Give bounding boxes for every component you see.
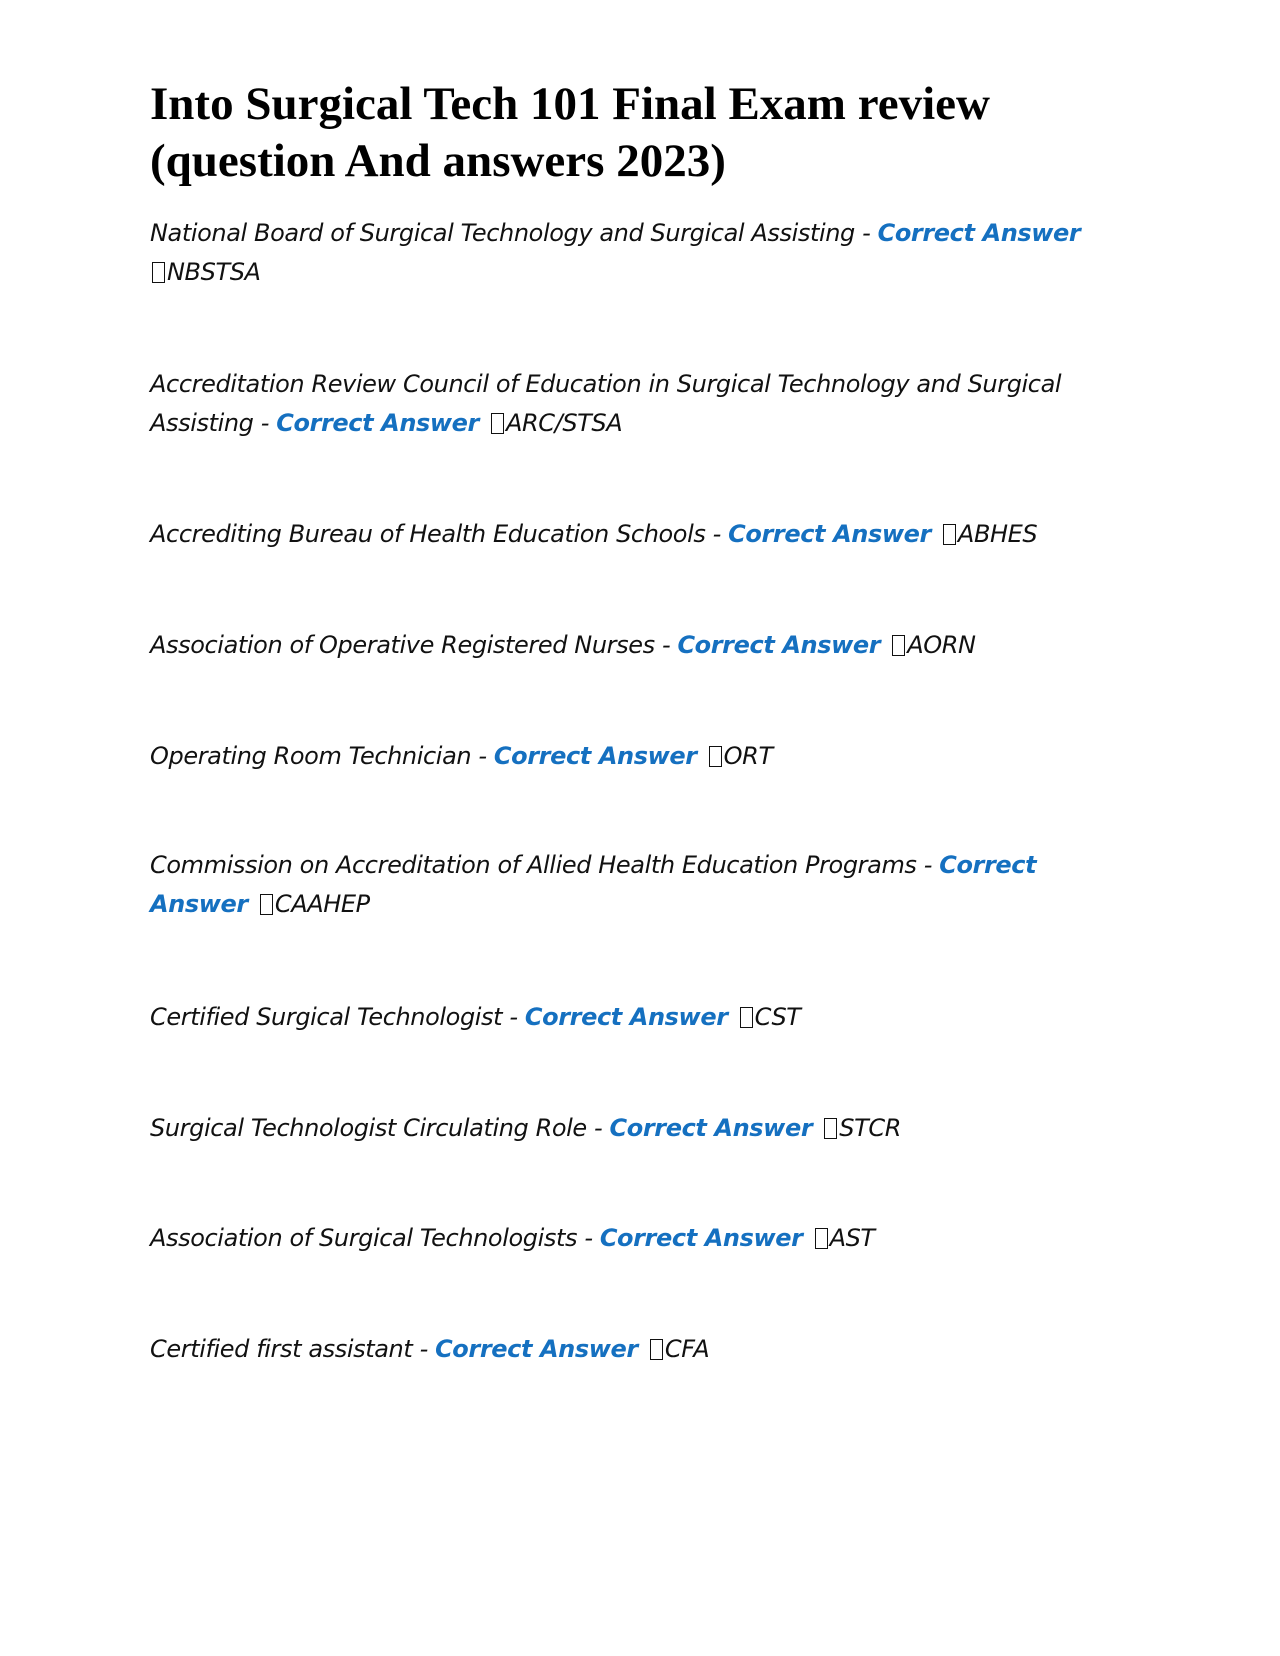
square-glyph-icon: [943, 524, 956, 545]
separator: -: [705, 520, 729, 548]
correct-answer-label: Correct Answer: [599, 1224, 803, 1252]
answer-text: ARC/STSA: [506, 409, 623, 437]
question-text: Accreditation Review Council of Education in Surgical Technology and Surgical Assisting: [150, 370, 1062, 437]
question-text: Surgical Technologist Circulating Role: [150, 1114, 587, 1142]
separator: -: [654, 631, 678, 659]
qa-item-9: [150, 1219, 1090, 1258]
question-text: Accrediting Bureau of Health Education Schools: [150, 520, 706, 548]
square-glyph-icon: [491, 413, 504, 434]
separator: -: [412, 1335, 436, 1363]
question-text: Certified first assistant: [150, 1335, 413, 1363]
question-text: Operating Room Technician: [150, 742, 472, 770]
answer-text: AORN: [907, 631, 976, 659]
answer-text: CAAHEP: [274, 890, 370, 918]
answer-text: STCR: [839, 1114, 901, 1142]
question-text: Association of Surgical Technologists: [150, 1224, 578, 1252]
answer-text: CFA: [664, 1335, 710, 1363]
square-glyph-icon: [892, 635, 905, 656]
separator: -: [586, 1114, 610, 1142]
square-glyph-icon: [815, 1228, 828, 1249]
qa-item-4: [150, 626, 1090, 665]
answer-text: NBSTSA: [167, 258, 261, 286]
separator: -: [916, 851, 940, 879]
correct-answer-label: Correct Answer: [435, 1335, 638, 1363]
answer-text: ORT: [723, 742, 773, 770]
correct-answer-label: Correct Answer: [150, 851, 1037, 918]
square-glyph-icon: [824, 1118, 837, 1139]
qa-item-3: [150, 515, 1090, 554]
correct-answer-label: Correct Answer: [877, 219, 1081, 247]
correct-answer-label: Correct Answer: [677, 631, 881, 659]
separator: -: [471, 742, 494, 770]
correct-answer-label: Correct Answer: [493, 742, 697, 770]
separator: -: [577, 1224, 600, 1252]
square-glyph-icon: [709, 746, 722, 767]
qa-item-7: [150, 998, 1090, 1037]
correct-answer-label: Correct Answer: [728, 520, 931, 548]
square-glyph-icon: [740, 1007, 753, 1028]
square-glyph-icon: [650, 1339, 663, 1360]
answer-text: AST: [829, 1224, 875, 1252]
question-text: Certified Surgical Technologist: [150, 1003, 503, 1031]
correct-answer-label: Correct Answer: [609, 1114, 813, 1142]
qa-item-10: [150, 1330, 1090, 1369]
qa-item-6: [150, 846, 1090, 924]
separator: -: [502, 1003, 525, 1031]
separator: -: [253, 409, 277, 437]
answer-text: ABHES: [957, 520, 1038, 548]
qa-item-8: [150, 1109, 1090, 1148]
qa-item-5: [150, 737, 1090, 776]
question-text: National Board of Surgical Technology and Surgical Assisting: [150, 219, 855, 247]
square-glyph-icon: [260, 894, 273, 915]
qa-item-1: [150, 214, 1090, 292]
qa-item-2: [150, 365, 1090, 443]
question-text: Commission on Accreditation of Allied Health Education Programs: [150, 851, 917, 879]
correct-answer-label: Correct Answer: [524, 1003, 728, 1031]
answer-text: CST: [754, 1003, 801, 1031]
page-title: Into Surgical Tech 101 Final Exam review (question And answers 2023): [150, 78, 990, 187]
question-text: Association of Operative Registered Nurses: [150, 631, 655, 659]
separator: -: [854, 219, 878, 247]
correct-answer-label: Correct Answer: [276, 409, 479, 437]
square-glyph-icon: [152, 262, 165, 283]
